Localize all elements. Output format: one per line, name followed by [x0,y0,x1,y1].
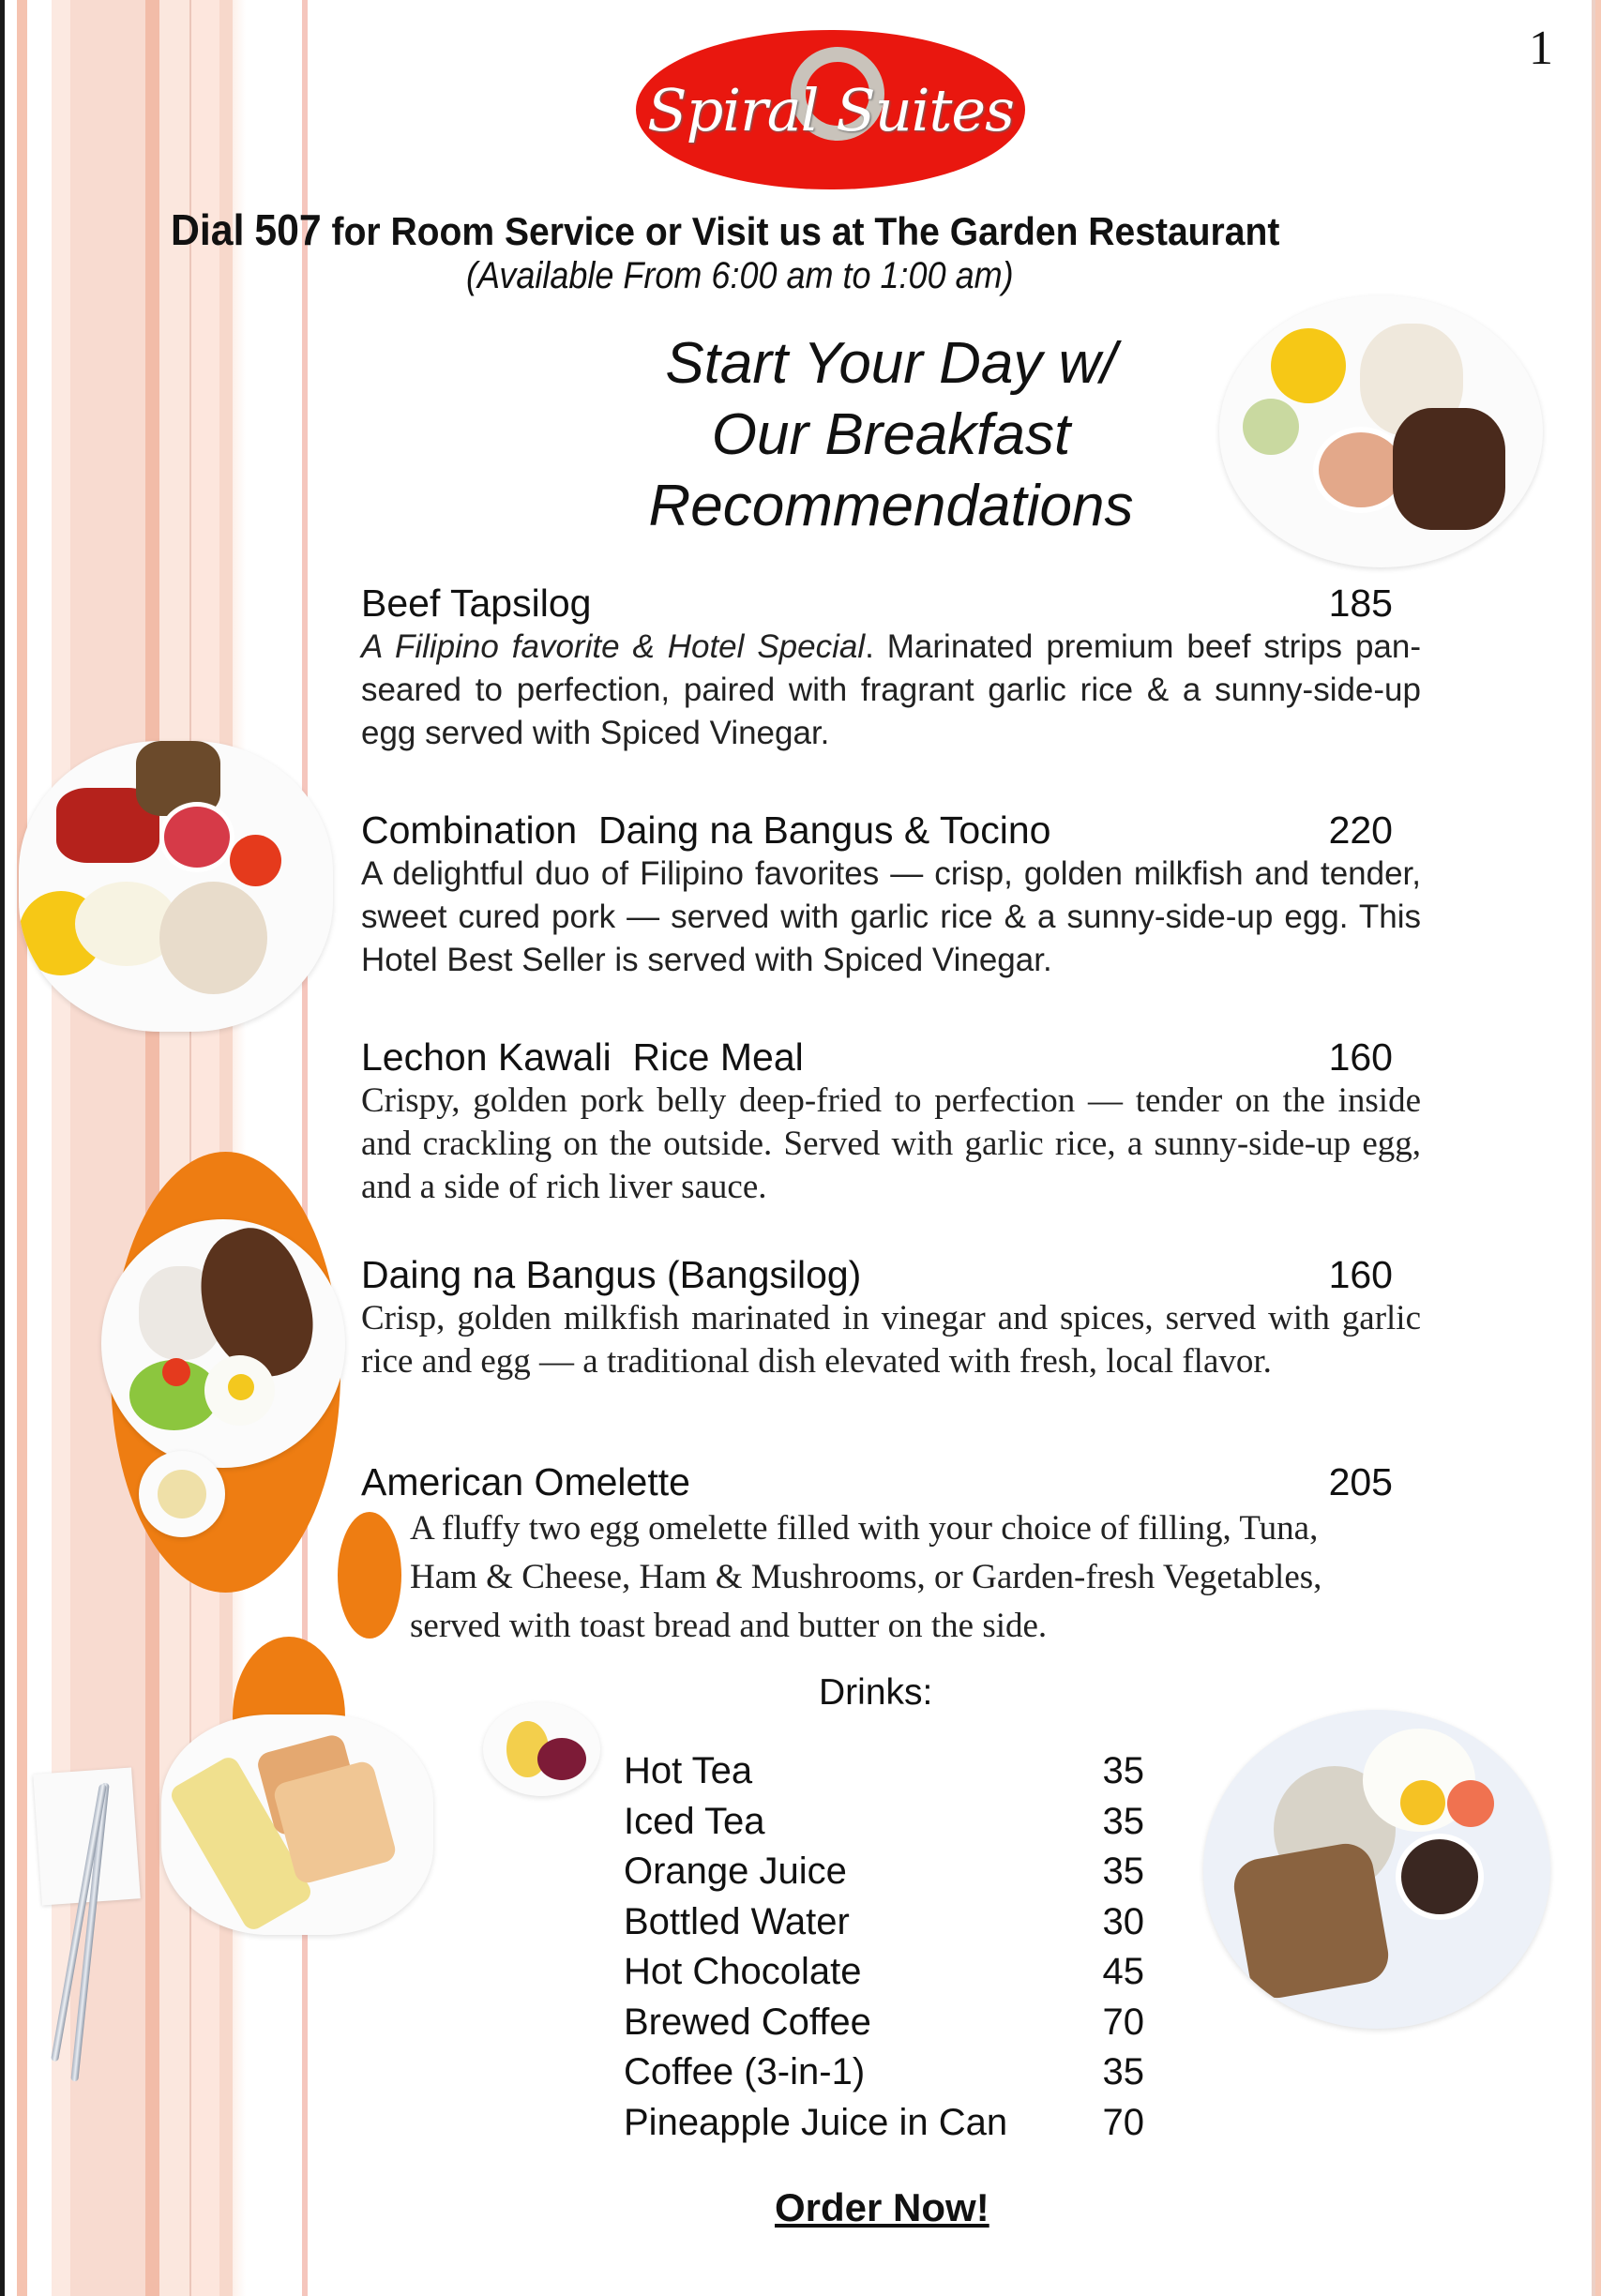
food-image-beef-tapsilog [1219,295,1543,567]
menu-item-price: 160 [1328,1253,1393,1296]
menu-item [361,1460,1421,1651]
food-image-sauce-bowl [139,1451,225,1537]
drink-item: Coffee (3-in-1) 35 [624,2051,1144,2092]
decor-stripe [145,0,159,2296]
decor-stripe-right [1595,0,1601,2296]
decor-stripe [52,0,70,2296]
decor-stripe [191,0,219,2296]
menu-item-description: Crisp, golden milkfish marinated in vinegar and spices, served with garlic rice and egg — a traditional dish elevated with fresh, local flavor. [361,1299,1421,1381]
order-now-link[interactable]: Order Now! [775,2185,989,2229]
drink-item: Brewed Coffee 70 [624,2001,1144,2043]
decor-stripe [302,0,308,2296]
spiral-suites-logo [636,30,1025,189]
menu-item-price: 160 [1328,1035,1393,1079]
food-image-side-dish [483,1702,600,1796]
headline-line: Start Your Day w/ [665,331,1117,396]
dial-prefix: Dial [171,205,245,254]
left-border [0,0,5,2296]
food-image-bangsilog [101,1219,345,1468]
menu-item-price: 220 [1328,808,1393,852]
menu-item-name: Daing na Bangus (Bangsilog) [361,1253,862,1296]
menu-item-price: 185 [1328,582,1393,625]
food-image-american-omelette [161,1714,433,1935]
food-image-combination [19,741,333,1032]
headline-line: Recommendations [648,474,1134,538]
decor-stripe [70,0,145,2296]
food-image-lechon-kawali [1203,1710,1550,2029]
drinks-list [624,1746,1144,2148]
menu-item-description: A fluffy two egg omelette filled with your choice of filling, Tuna, Ham & Cheese, Ham & Mushrooms, or Garden-fresh Vegetables, served with toast bread and butter on the side. [410,1509,1322,1645]
drink-item: Orange Juice 35 [624,1850,1144,1892]
menu-item-description: A Filipino favorite & Hotel Special. Marinated premium beef strips pan-seared to perfection, paired with fragrant garlic rice & a sunny-side-up egg served with Spiced Vinegar. [361,628,1421,751]
menu-item-price: 205 [1328,1460,1393,1503]
decor-stripe [17,0,27,2296]
dial-rest: for Room Service or Visit us at The Garden Restaurant [331,209,1280,253]
drink-item: Pineapple Juice in Can 70 [624,2101,1144,2143]
menu-item-name: Combination Daing na Bangus & Tocino [361,808,1051,852]
decor-stripe [233,0,246,2296]
drink-item: Bottled Water 30 [624,1900,1144,1942]
dial-number: 507 [254,205,322,254]
menu-item-name: Lechon Kawali Rice Meal [361,1035,804,1079]
menu-item [361,808,1421,982]
room-service-info [171,204,1279,255]
headline-line: Our Breakfast [711,402,1071,467]
decor-stripe [159,0,189,2296]
drink-item: Hot Tea 35 [624,1750,1144,1791]
logo-text: Spiral Suites [647,75,1014,144]
drinks-title: Drinks: [819,1672,933,1713]
menu-item [361,582,1421,755]
menu-item [361,1035,1421,1209]
service-hours: (Available From 6:00 am to 1:00 am) [466,255,1014,296]
menu-item [361,1253,1421,1383]
page-number: 1 [1529,22,1553,75]
decor-stripe [219,0,233,2296]
menu-item-description: Crispy, golden pork belly deep-fried to perfection — tender on the inside and crackling on the outside. Served with garlic rice, a sunny-side-up egg, and a side of rich liver sauce. [361,1081,1421,1206]
menu-item-name: Beef Tapsilog [361,582,592,625]
menu-item-description: A delightful duo of Filipino favorites — crisp, golden milkfish and tender, sweet cured pork — served with garlic rice & a sunny-side-up egg. This Hotel Best Seller is served with Spiced Vinegar. [361,855,1421,978]
drink-item: Hot Chocolate 45 [624,1951,1144,1992]
page-headline [619,328,1163,542]
menu-item-name: American Omelette [361,1460,690,1503]
drink-item: Iced Tea 35 [624,1800,1144,1842]
